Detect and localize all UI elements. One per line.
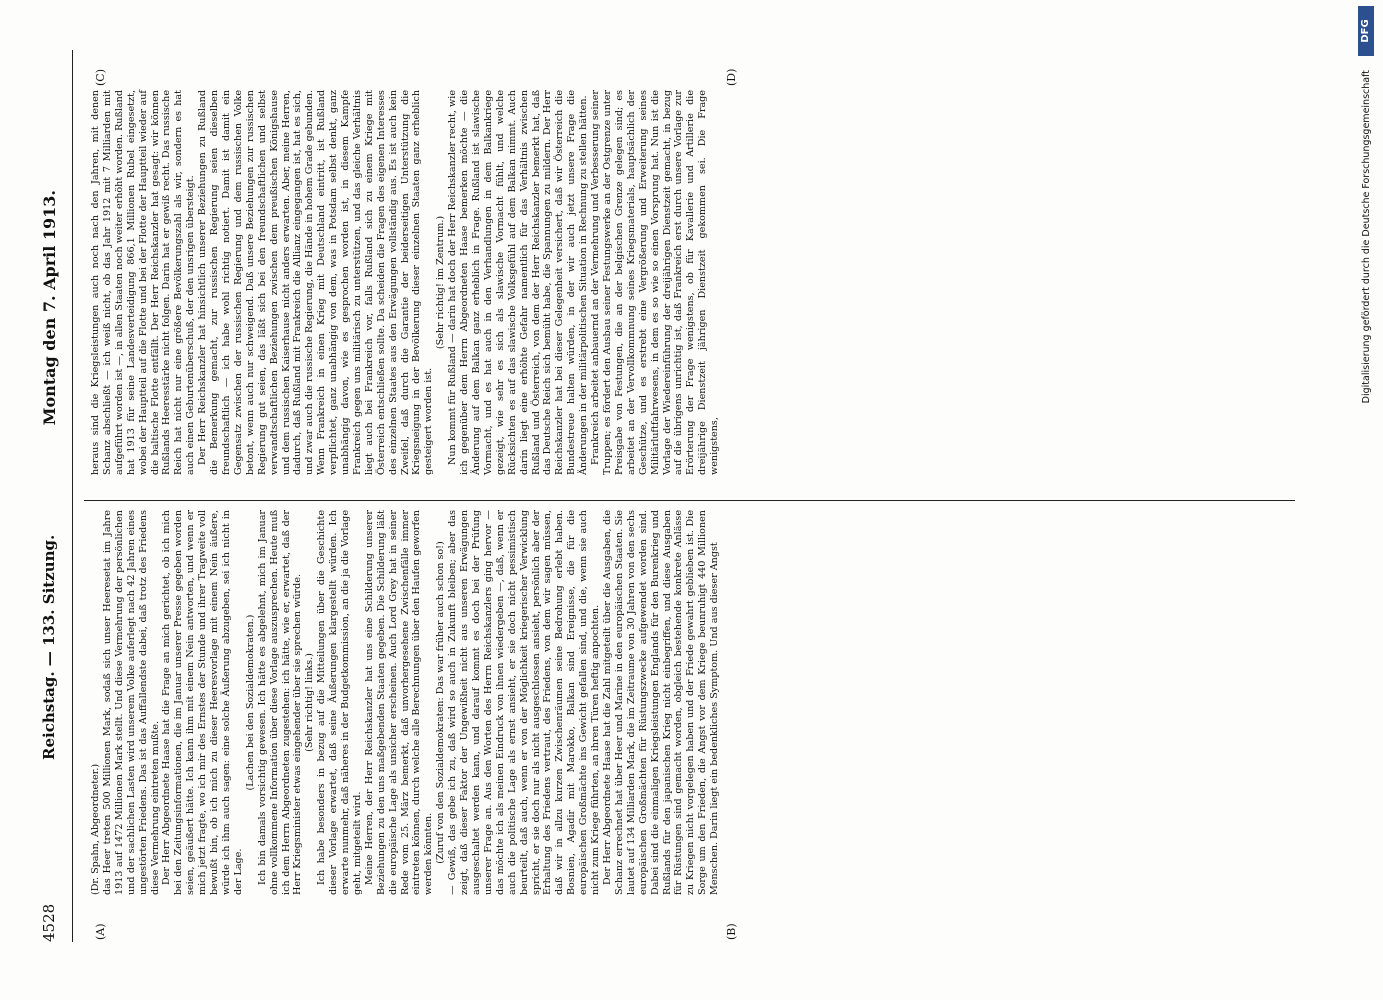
paragraph: (Sehr richtig! im Zentrum.)	[435, 215, 447, 350]
dfg-logo: DFG	[1358, 6, 1374, 56]
margin-mark-c: (C)	[94, 69, 107, 86]
session-date: Montag den 7. April 1913.	[40, 190, 59, 426]
paragraph: (Lachen bei den Sozialdemokraten.)	[244, 614, 256, 791]
digitization-sidebar	[1358, 0, 1380, 1000]
paragraph: (Sehr richtig! links.)	[304, 653, 316, 752]
header-rule	[72, 50, 73, 942]
page-number: 4528	[40, 903, 58, 942]
paragraph: heraus sind die Kriegsleistungen auch noch nach den Jahren, mit denen Schanz abschließt — ich weiß nicht, ob das Jahr 1912 mit 7 Milliarden mit aufgeführt worden ist —, in allen Staaten noch weiter erhöht worden. Rußland hat 1913 für seine Landesverteidigung 866,1 Millionen Rubel eingesetzt, wobei der Hauptteil auf die Flotte und bei der Flotte der Hauptteil wieder auf die baltische Flotte entfällt. Der Herr Reichskanzler hat gesagt: wir können Rußlands Heeresstärke nicht folgen. Darin hat er gewiß recht. Das russische Reich hat nicht nur eine größere Bevölkerungszahl als wir, sondern es hat auch einen Geburtenüberschuß, der den unsrigen übersteigt.	[90, 90, 197, 475]
paragraph: Der Herr Reichskanzler hat hinsichtlich unserer Beziehungen zu Rußland die Bemerkung gemacht, zur russischen Regierung seien dieselben freundschaftlich — ich habe wohl richtig notiert. Damit ist damit ein Gegensatz zwischen der russischen Regierung und dem russischen Volke betont, wenn auch nur schweigend. Daß unsere Beziehungen zur russischen Regierung gut seien, das läßt sich bei den freundschaftlichen und selbst verwandtschaftlichen Beziehungen zwischen dem preußischen Königshause und dem russischen Kaiserhause nicht anders erwarten. Aber, meine Herren, dadurch, daß Rußland mit Frankreich die Allianz eingegangen ist, hat es sich, und zwar auch die russische Regierung, die Hände in hohem Grade gebunden. Wenn Frankreich in einen Krieg mit Deutschland eintritt, ist Rußland verpflichtet, ganz unabhängig von dem, was in Potsdam selbst denkt, ganz unabhängig davon, wie es gesprochen worden ist, in diesem Kampfe Frankreich gegen uns militärisch zu unterstützen, und das gleiche Verhältnis liegt auch bei Frankreich vor, falls Rußland sich zu einem Kriege mit Österreich entschließen sollte. Da scheiden die Fragen des eigenen Interesses des einzelnen Staates aus den Erwägungen vollständig aus. Es ist auch kein Zweifel, daß durch die Garantie der beiderseitigen Unterstützung die Kriegsneigung in der Bevölkerung dieser einzelnen Staaten ganz erheblich gesteigert worden ist.	[197, 90, 435, 475]
right-text-column	[90, 90, 721, 475]
paragraph: — Gewiß, das gebe ich zu, daß wird so auch in Zukunft bleiben; aber das zeigt, daß dieser Faktor der Ungewißheit nicht aus unseren Erwägungen ausgeschaltet werden kann, und darauf kommt es doch bei der Prüfung unserer Frage an. Aus den Worten des Herrn Reichskanzlers ging hervor — das möchte ich als meinen Eindruck von ihnen wiedergeben —, daß, wenn er auch die politische Lage als ernst ansieht, er sie doch nicht pessimistisch beurteilt, daß auch, wenn er von der Möglichkeit kriegerischer Verwicklung spricht, er sie doch nur als nicht ausgeschlossen ansieht, persönlich aber der Erhaltung des Friedens vertraut, des Friedens, von dem wir sagen müssen, daß wir in allzu kurzen Zwischenräumen seine Bedrohung erlebt haben. Bosnien, Agadir mit Marokko, Balkan sind Ereignisse, die für die europäischen Großmächte ins Gewicht gefallen sind, und die, wenn sie auch nicht zum Kriege führten, an ihren Türen heftig anpochten.	[447, 510, 602, 895]
margin-mark-a: (A)	[94, 923, 107, 940]
paragraph: (Dr. Spahn, Abgeordneter.)	[90, 763, 101, 895]
paragraph: (Zuruf von den Sozialdemokraten: Das war früher auch schon so!)	[435, 541, 447, 864]
session-title: Reichstag. — 133. Sitzung.	[40, 534, 58, 760]
paragraph: Frankreich arbeitet anbauernd an der Vermehrung und Verbesserung seiner Truppen; es fördert den Ausbau seiner Festungswerke an der Ostgrenze unter Preisgabe von Festungen, die an der belgischen Grenze gelegen sind; es arbeitet an der Vervollkommnung seines Kriegsmaterials, hauptsächlich der Geschütze, und es erstrebt eine Vergrößerung und Erweiterung seines Militärluftfahrwesens, in dem es so wie so einen Vorsprung hat. Nun ist die Vorlage der Wiedereinführung der dreijährigen Dienstzeit gemacht, in bezug auf die übrigens unrichtig ist, daß Frankreich erst durch unsere Vorlage zur Erörterung der Frage wenigstens, ob für Kavallerie und Artillerie die dreijährige Dienstzeit jährigen Dienstzeit gekommen sei. Die Frage wenigstens,	[590, 90, 721, 475]
page-header	[40, 50, 70, 942]
margin-mark-d: (D)	[725, 68, 738, 86]
paragraph: Ich habe besonders in bezug auf die Mitteilungen über die Geschichte dieser Vorlage erwartet, daß seine Äußerungen klargestellt würden. Ich erwarte nunmehr, daß näheres in der Budgetkommission, an die ja die Vorlage geht, mitgeteilt wird.	[316, 510, 363, 895]
column-divider	[84, 500, 1295, 501]
paragraph: Meine Herren, der Herr Reichskanzler hat uns eine Schilderung unserer Beziehungen zu den uns maßgebenden Staaten gegeben. Die Schilderung läßt die europäische Lage als unsicher erscheinen. Auch Lord Grey hat in seiner Rede vom 25. März bemerkt, daß unvorhergesehene Zwischenfälle immer eintreten können, durch welche alle Berechnungen über den Haufen geworfen werden könnten.	[363, 510, 435, 895]
paragraph: Nun kommt für Rußland — darin hat doch der Herr Reichskanzler recht, wie ich gegenüber dem Herrn Abgeordneten Haase bemerken möchte — die Änderung auf dem Balkan ganz erheblich in Frage. Rußland ist slawische Vormacht, und es hat auch in den Verhandlungen in dem Balkankriege gezeigt, wie sehr es sich als slawische Vormacht fühlt, und welche Rücksichten es auf das slawische Volksgefühl auf dem Balkan nimmt. Auch darin liegt eine erhöhte Gefahr namentlich für das Verhältnis zwischen Rußland und Österreich, von dem der Herr Reichskanzler bemerkt hat, daß das Deutsche Reich sich bemüht habe, die Spannungen zu mildern. Der Herr Reichskanzler hat bei dieser Gelegenheit versichert, daß wir Österreich die Bundestreue halten würden, in der wir auch jetzt unsere Frage die Änderungen in der militärpolitischen Situation in Rechnung zu stellen hätten.	[447, 90, 590, 475]
paragraph: Der Herr Abgeordnete Haase hat die Zahl mitgeteilt über die Ausgaben, die Schanz errechnet hat über Heer und Marine in den europäischen Staaten. Sie lautet auf 134 Milliarden Mark, die im Zeitraume von 30 Jahren von den sechs europäischen Großmächten für Rüstungszwecke aufgewendet worden sind. Dabei sind die einmaligen Kriegsleistungen Englands für den Burenkrieg und Rußlands für den japanischen Krieg nicht einbegriffen, und diese Ausgaben für Rüstungen sind gemacht worden, obgleich bestehende konkrete Anlässe zu Kriegen nicht vorgelegen haben und der Friede gewahrt geblieben ist. Die Sorge um den Frieden, die Angst vor dem Kriege beunruhigt 440 Millionen Menschen. Darin liegt ein bedenkliches Symptom. Und aus dieser Angst	[601, 510, 721, 895]
digitization-note: Digitalisierung gefördert durch die Deutsche Forschungsgemeinschaft	[1361, 70, 1372, 404]
paragraph: Ich bin damals vorsichtig gewesen. Ich hätte es abgelehnt, mich im Januar ohne vollkommene Information über diese Vorlage auszusprechen. Heute muß ich dem Herrn Abgeordneten zugestehen: ich hätte, wie er, erwartet, daß der Herr Kriegsminister etwas eingehender über sie sprechen würde.	[256, 510, 304, 895]
paragraph: Der Herr Abgeordnete Haase hat die Frage an mich gerichtet, ob ich mich bei den Zeitungsinformationen, die im Januar unserer Presse gegeben worden seien, geäußert hätte. Ich kann ihm mit einem Nein antworten, und wenn er mich jetzt fragte, wo ich mir des Ernstes der Stunde und ihrer Tragweite voll bewußt bin, ob ich mich zu dieser Heeresvorlage mit einem Nein äußere, würde ich ihm auch sagen: eine solche Äußerung abzugeben, sei ich nicht in der Lage.	[161, 510, 244, 895]
paragraph: das Heer treten 500 Millionen Mark, sodaß sich unser Heeresetat im Jahre 1913 auf 1472 Millionen Mark stellt. Und diese Vermehrung der persönlichen und der sachlichen Lasten wird unserem Volke auferlegt nach 42 Jahren eines ungestörten Friedens. Das ist das Auffallendste dabei, daß trotz des Friedens diese Vermehrung eintreten mußte.	[101, 510, 161, 895]
margin-mark-b: (B)	[725, 923, 738, 940]
left-text-column	[90, 510, 721, 895]
